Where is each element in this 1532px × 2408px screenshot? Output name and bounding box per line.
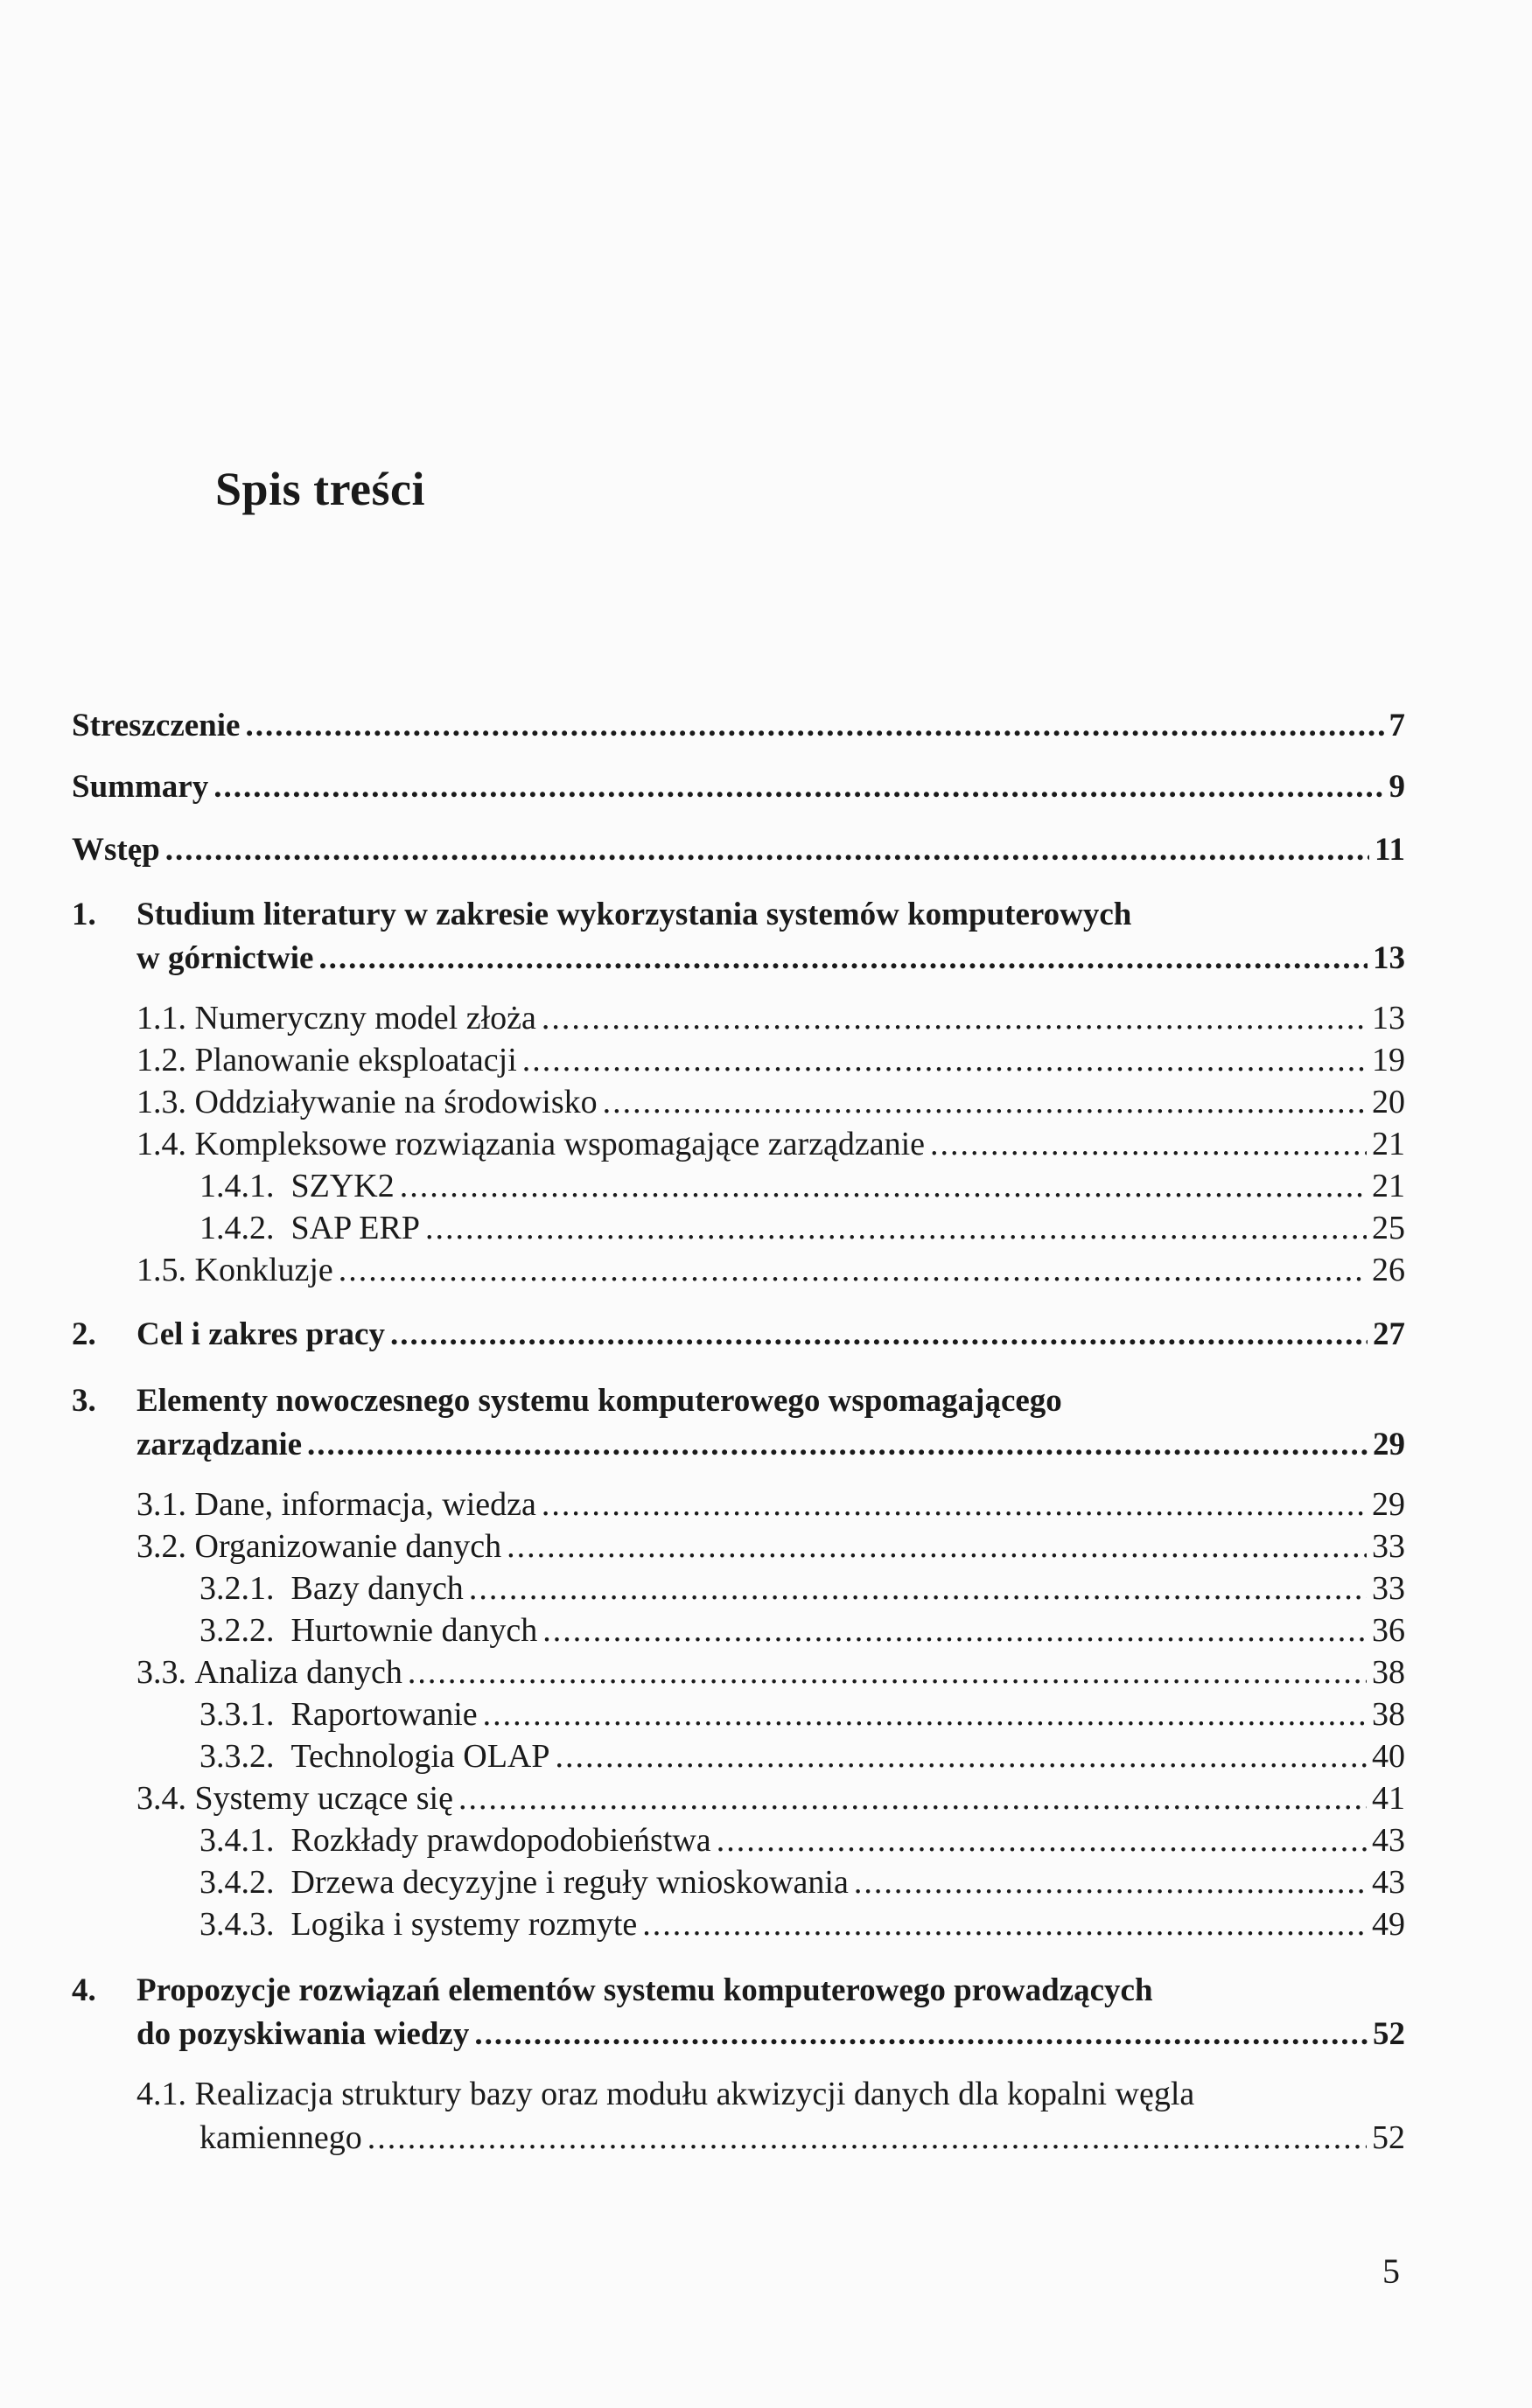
dot-leader: [408, 1653, 1367, 1692]
toc-label: Kompleksowe rozwiązania wspomagające zarządzanie: [194, 1126, 926, 1162]
section-number: 1.4.2.: [199, 1210, 275, 1246]
dot-leader: [474, 2015, 1368, 2054]
toc-entry-ch1-line1[interactable]: Studium literatury w zakresie wykorzystania systemów komputerowych: [136, 897, 1132, 932]
toc-entry-ch2[interactable]: [136, 1316, 1405, 1354]
dot-leader: [642, 1905, 1367, 1944]
section-number: 1.2.: [136, 1042, 186, 1078]
toc-label: Planowanie eksploatacji: [194, 1042, 517, 1078]
toc-entry-3-3-2[interactable]: [199, 1737, 1405, 1776]
toc-entry-ch3[interactable]: [136, 1426, 1405, 1464]
toc-page: 33: [1372, 1570, 1405, 1607]
toc-page: 21: [1372, 1168, 1405, 1204]
dot-leader: [339, 1251, 1367, 1289]
dot-leader: [245, 707, 1383, 745]
section-number: 3.3.2.: [199, 1738, 275, 1775]
toc-page: 9: [1389, 769, 1405, 805]
dot-leader: [542, 1485, 1367, 1524]
toc-entry-4-1-line1[interactable]: [136, 2075, 1194, 2113]
section-number: 3.1.: [136, 1486, 186, 1523]
toc-page: 29: [1373, 1427, 1405, 1462]
section-number: 3.4.2.: [199, 1864, 275, 1901]
toc-label: Summary: [72, 769, 209, 805]
section-number: 3.2.: [136, 1528, 186, 1565]
toc-label: Rozkłady prawdopodobieństwa: [290, 1822, 711, 1859]
chapter-number: 2.: [72, 1316, 96, 1352]
toc-page: 38: [1372, 1654, 1405, 1691]
dot-leader: [213, 768, 1383, 806]
dot-leader: [367, 2118, 1367, 2157]
toc-page: 13: [1373, 940, 1405, 976]
toc-label: Konkluzje: [194, 1252, 333, 1288]
toc-page: 36: [1372, 1612, 1405, 1649]
toc-page: 33: [1372, 1528, 1405, 1565]
dot-leader: [458, 1779, 1367, 1818]
toc-entry-3-4[interactable]: [136, 1779, 1405, 1818]
toc-page: 20: [1372, 1084, 1405, 1120]
dot-leader: [556, 1737, 1367, 1776]
toc-entry-ch4[interactable]: [136, 2015, 1405, 2054]
dot-leader: [469, 1569, 1367, 1608]
toc-label: zarządzanie: [136, 1427, 303, 1462]
toc-entry-3-4-1[interactable]: [199, 1821, 1405, 1860]
toc-page: 41: [1372, 1780, 1405, 1817]
toc-label: Drzewa decyzyjne i reguły wnioskowania: [290, 1864, 849, 1901]
section-number: 3.4.: [136, 1780, 186, 1817]
toc-entry-3-2-2[interactable]: [199, 1611, 1405, 1650]
dot-leader: [717, 1821, 1367, 1860]
toc-label: Bazy danych: [290, 1570, 464, 1607]
page-title: Spis treści: [215, 463, 426, 515]
toc-label: Oddziaływanie na środowisko: [194, 1084, 598, 1120]
toc-page: 25: [1372, 1210, 1405, 1246]
toc-label: Analiza danych: [194, 1654, 402, 1691]
dot-leader: [425, 1209, 1367, 1247]
section-number: 3.3.: [136, 1654, 186, 1691]
chapter-number: 1.: [72, 897, 96, 932]
toc-entry-1-5[interactable]: [136, 1251, 1405, 1289]
toc-page: 40: [1372, 1738, 1405, 1775]
toc-label: Organizowanie danych: [194, 1528, 502, 1565]
toc-page: 38: [1372, 1696, 1405, 1733]
toc-label: Realizacja struktury bazy oraz modułu akwizycji danych dla kopalni węgla: [194, 2076, 1195, 2112]
toc-label: Streszczenie: [72, 708, 241, 743]
dot-leader: [318, 939, 1368, 978]
section-number: 1.3.: [136, 1084, 186, 1120]
toc-label: SAP ERP: [290, 1210, 420, 1246]
section-number: 1.5.: [136, 1252, 186, 1288]
toc-label: Logika i systemy rozmyte: [290, 1906, 638, 1943]
section-number: 3.4.3.: [199, 1906, 275, 1943]
chapter-number: 4.: [72, 1972, 96, 2008]
toc-entry-1-3[interactable]: [136, 1083, 1405, 1121]
toc-label: Hurtownie danych: [290, 1612, 538, 1649]
toc-page: 52: [1372, 2119, 1405, 2156]
toc-entry-ch1[interactable]: [136, 939, 1405, 978]
toc-entry-3-2[interactable]: [136, 1527, 1405, 1566]
toc-entry-1-1[interactable]: [136, 999, 1405, 1037]
toc-label: Systemy uczące się: [194, 1780, 453, 1817]
section-number: 1.1.: [136, 1000, 186, 1036]
toc-entry-1-4[interactable]: [136, 1125, 1405, 1163]
toc-label: Technologia OLAP: [290, 1738, 550, 1775]
toc-page: 26: [1372, 1252, 1405, 1288]
toc-entry-wstep[interactable]: [72, 831, 1405, 869]
toc-entry-3-1[interactable]: [136, 1485, 1405, 1524]
dot-leader: [165, 831, 1369, 869]
toc-entry-4-1[interactable]: [199, 2118, 1405, 2157]
section-number: 3.4.1.: [199, 1822, 275, 1859]
dot-leader: [542, 999, 1367, 1037]
toc-label: Dane, informacja, wiedza: [194, 1486, 536, 1523]
toc-label: kamiennego: [199, 2119, 362, 2156]
toc-entry-3-3-1[interactable]: [199, 1695, 1405, 1734]
chapter-number: 3.: [72, 1383, 96, 1419]
section-number: 3.3.1.: [199, 1696, 275, 1733]
toc-entry-ch3-line1[interactable]: Elementy nowoczesnego systemu komputerowego wspomagającego: [136, 1383, 1062, 1419]
dot-leader: [483, 1695, 1367, 1734]
toc-page: 7: [1389, 708, 1405, 743]
toc-label: w górnictwie: [136, 940, 314, 976]
toc-entry-3-3[interactable]: [136, 1653, 1405, 1692]
toc-page: 19: [1372, 1042, 1405, 1078]
dot-leader: [930, 1125, 1367, 1163]
toc-page: 49: [1372, 1906, 1405, 1943]
dot-leader: [400, 1167, 1367, 1205]
dot-leader: [390, 1316, 1368, 1354]
toc-entry-1-2[interactable]: [136, 1041, 1405, 1079]
dot-leader: [507, 1527, 1367, 1566]
toc-entry-1-4-2[interactable]: [199, 1209, 1405, 1247]
toc-label: Raportowanie: [290, 1696, 478, 1733]
toc-label: Cel i zakres pracy: [136, 1316, 385, 1352]
toc-page: 11: [1375, 832, 1405, 868]
dot-leader: [542, 1611, 1367, 1650]
toc-entry-3-2-1[interactable]: [199, 1569, 1405, 1608]
dot-leader: [307, 1426, 1368, 1464]
toc-entry-summary[interactable]: [72, 768, 1405, 806]
toc-page: 43: [1372, 1822, 1405, 1859]
toc-page: 52: [1373, 2016, 1405, 2052]
section-number: 1.4.: [136, 1126, 186, 1162]
toc-entry-3-4-3[interactable]: [199, 1905, 1405, 1944]
toc-page: 43: [1372, 1864, 1405, 1901]
toc-entry-3-4-2[interactable]: [199, 1863, 1405, 1902]
toc-label: do pozyskiwania wiedzy: [136, 2016, 470, 2052]
toc-page: 21: [1372, 1126, 1405, 1162]
toc-label: SZYK2: [290, 1168, 395, 1204]
dot-leader: [522, 1041, 1367, 1079]
dot-leader: [854, 1863, 1367, 1902]
section-number: 3.2.2.: [199, 1612, 275, 1649]
toc-page: 13: [1372, 1000, 1405, 1036]
toc-entry-1-4-1[interactable]: [199, 1167, 1405, 1205]
section-number: 4.1.: [136, 2076, 186, 2112]
section-number: 3.2.1.: [199, 1570, 275, 1607]
dot-leader: [603, 1083, 1367, 1121]
toc-entry-streszczenie[interactable]: [72, 707, 1405, 745]
toc-page: 27: [1373, 1316, 1405, 1352]
toc-label: Wstęp: [72, 832, 160, 868]
section-number: 1.4.1.: [199, 1168, 275, 1204]
page-number: 5: [1382, 2251, 1400, 2291]
toc-label: Numeryczny model złoża: [194, 1000, 536, 1036]
toc-page: 29: [1372, 1486, 1405, 1523]
toc-entry-ch4-line1[interactable]: Propozycje rozwiązań elementów systemu komputerowego prowadzących: [136, 1972, 1153, 2008]
